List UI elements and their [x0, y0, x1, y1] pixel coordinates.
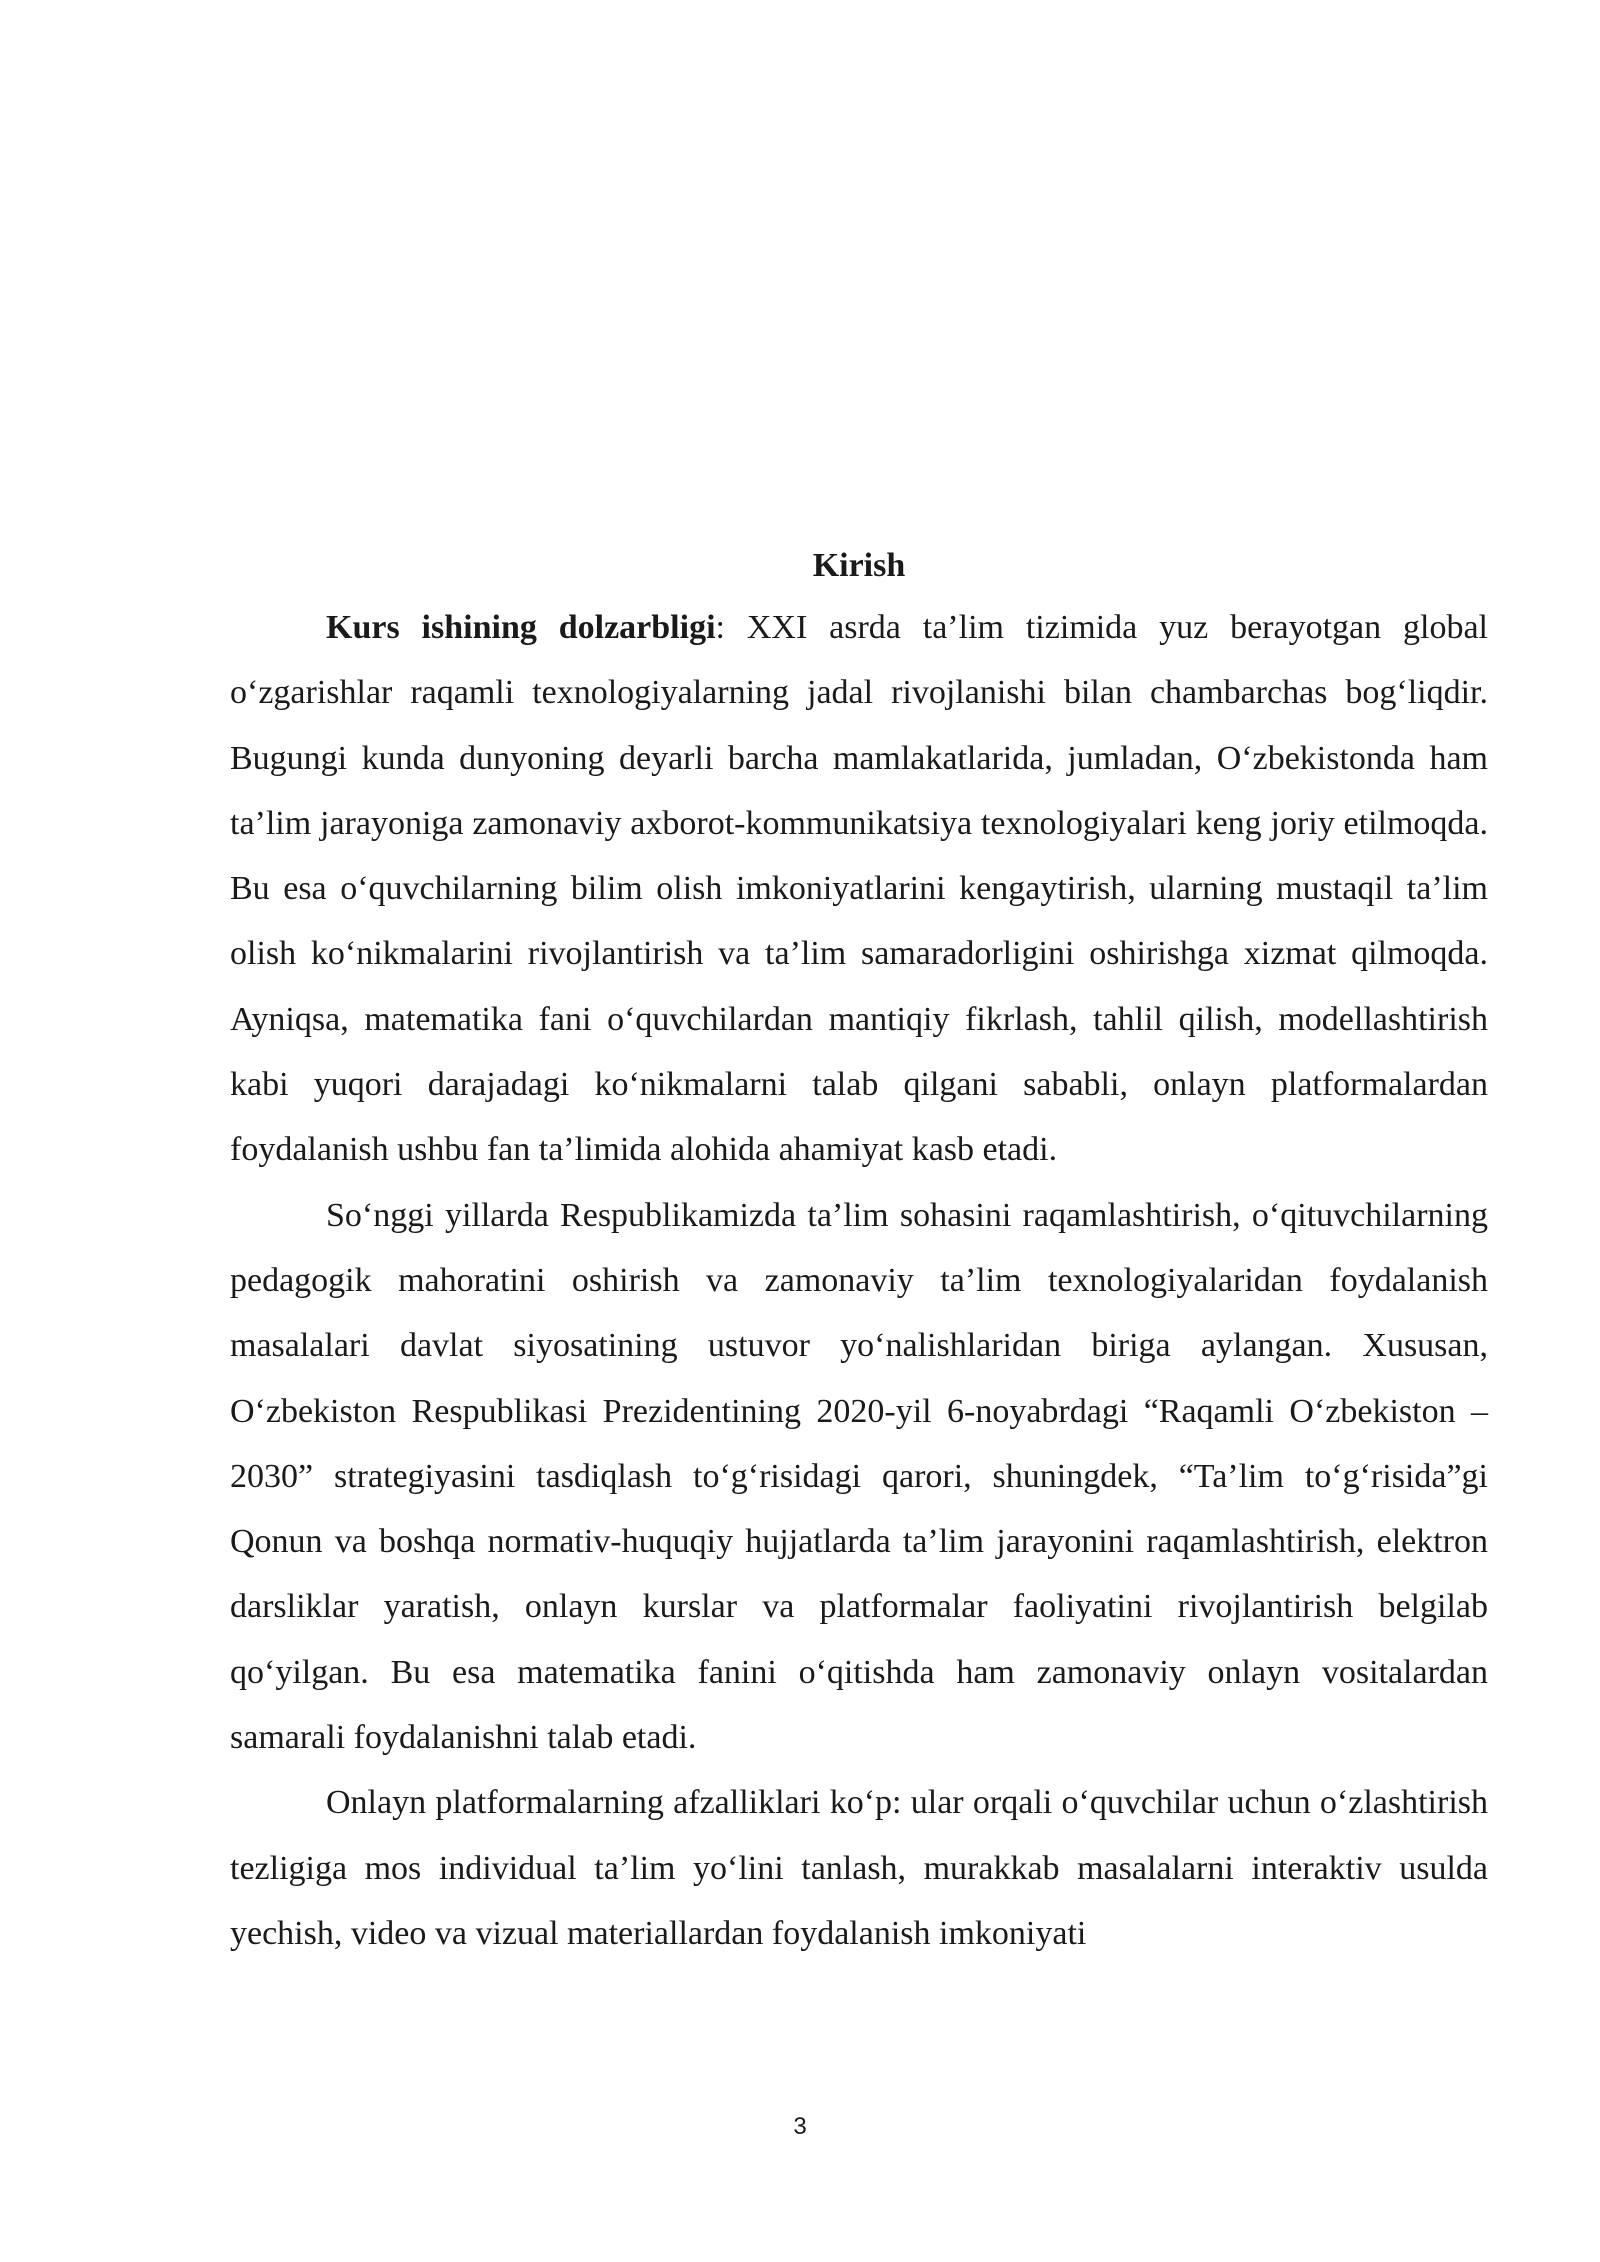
paragraph-advantages — [230, 1770, 1488, 1966]
section-heading: Kirish — [812, 547, 906, 584]
paragraph-text: So‘nggi yillarda Respublikamizda ta’lim sohasini raqamlashtirish, o‘qituvchilarning pedagogik mahoratini oshirish va zamonaviy ta’lim texnologiyalaridan foydalanish masalalari davlat siyosatining ustuvor yo‘nalishlaridan biriga aylangan. Xususan, O‘zbekiston Respublikasi Prezidentining 2020-yil 6-noyabrdagi “Raqamli O‘zbekiston – 2030” strategiyasini tasdiqlash to‘g‘risidagi qarori, shuningdek, “Ta’lim to‘g‘risida”gi Qonun va boshqa normativ-huquqiy hujjatlarda ta’lim jarayonini raqamlashtirish, elektron darsliklar yaratish, onlayn kurslar va platformalar faoliyatini rivojlantirish belgilab qo‘yilgan. Bu esa matematika fanini o‘qitishda ham zamonaviy onlayn vositalardan samarali foydalanishni talab etadi. — [230, 1196, 1488, 1757]
page-content — [230, 537, 1488, 1966]
paragraph-relevance — [230, 595, 1488, 1183]
paragraph-lead: Kurs ishining dolzarbligi — [326, 609, 716, 646]
paragraph-text: Onlayn platformalarning afzalliklari ko‘p: ular orqali o‘quvchilar uchun o‘zlashtirish tezligiga mos individual ta’lim yo‘lini tanlash, murakkab masalalarni interaktiv usulda yechish, video va vizual materiallardan foydalanish imkoniyati — [230, 1784, 1488, 1952]
page-number: 3 — [793, 2113, 807, 2140]
paragraph-policy — [230, 1183, 1488, 1771]
paragraph-text: : XXI asrda ta’lim tizimida yuz berayotgan global o‘zgarishlar raqamli texnologiyalarning jadal rivojlanishi bilan chambarchas bog‘liqdir. Bugungi kunda dunyoning deyarli barcha mamlakatlarida, jumladan, O‘zbekistonda ham ta’lim jarayoniga zamonaviy axborot-kommunikatsiya texnologiyalari keng joriy etilmoqda. Bu esa o‘quvchilarning bilim olish imkoniyatlarini kengaytirish, ularning mustaqil ta’lim olish ko‘nikmalarini rivojlantirish va ta’lim samaradorligini oshirishga xizmat qilmoqda. Ayniqsa, matematika fani o‘quvchilardan mantiqiy fikrlash, tahlil qilish, modellashtirish kabi yuqori darajadagi ko‘nikmalarni talab qilgani sababli, onlayn platformalardan foydalanish ushbu fan ta’limida alohida ahamiyat kasb etadi. — [230, 609, 1488, 1169]
